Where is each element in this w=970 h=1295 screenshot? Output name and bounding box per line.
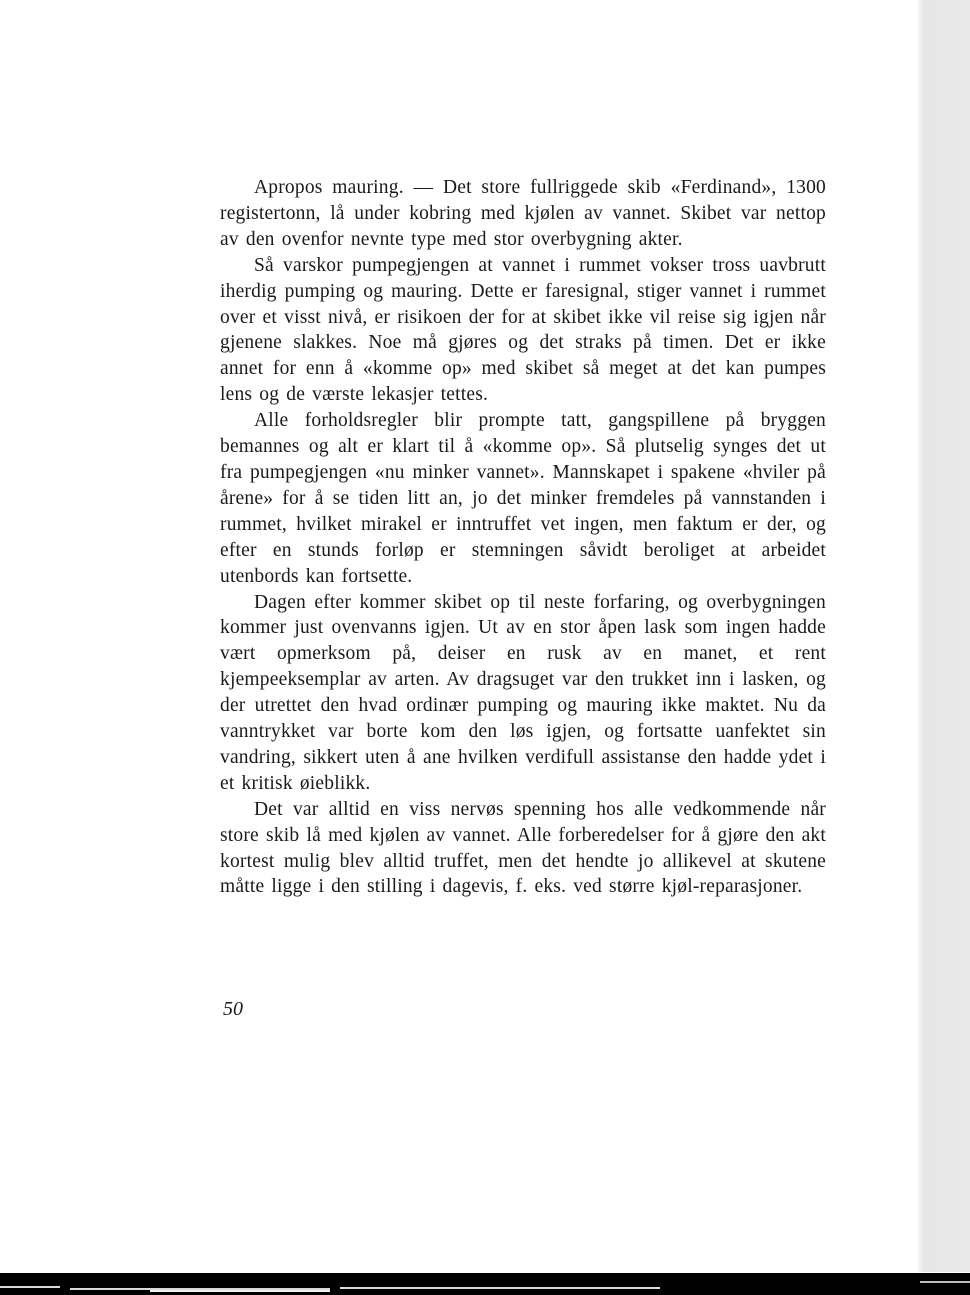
page-binding-shadow	[918, 0, 970, 1272]
paragraph-3: Alle forholdsregler blir prompte tatt, gangspillene på bryggen bemannes og alt er klart til å «komme op». Så plutselig synges det ut fra pumpegjengen «nu minker vannet». Mannskapet i spakene «hviler på årene» for å se tiden litt an, jo det minker fremdeles på vannstanden i rummet, hvilket mirakel er inntruffet vet ingen, men faktum er der, og efter en stunds forløp er stemningen såvidt beroliget at arbeidet utenbords kan fortsette.	[220, 410, 826, 587]
paragraph-5: Det var alltid en viss nervøs spenning hos alle vedkommende når store skib lå med kjølen av vannet. Alle forberedelser for å gjøre den akt kortest mulig blev alltid truffet, men det hendte jo allikevel at skutene måtte ligge i den stilling i dagevis, f. eks. ved større kjøl-reparasjoner.	[220, 798, 826, 898]
scan-streak	[340, 1287, 660, 1289]
paragraph-2: Så varskor pumpegjengen at vannet i rummet vokser tross uavbrutt iherdig pumping og mauring. Dette er faresignal, stiger vannet i rummet over et visst nivå, er risikoen der for at skibet ikke vil reise sig igjen når gjenene slakkes. Noe må gjøres og det straks på timen. Det er ikke annet for enn å «komme op» med skibet så meget at det kan pumpes lens og de værste lekasjer tettes.	[220, 254, 826, 406]
scan-streak	[920, 1281, 970, 1283]
scan-bottom-edge	[0, 1273, 970, 1295]
paragraph-4: Dagen efter kommer skibet op til neste forfaring, og overbygningen kommer just ovenvanns igjen. Ut av en stor åpen lask som ingen hadde vært opmerksom på, deiser en rusk av en manet, et rent kjempeeksemplar av arten. Av dragsuget var den trukket inn i lasken, og der utrettet den hvad ordinær pumping og mauring ikke maktet. Nu da vanntrykket var borte kom den løs igjen, og fortsatte uanfektet sin vandring, sikkert uten å ane hvilken verdifull assistanse den hadde ydet i et kritisk øieblikk.	[220, 591, 826, 794]
scan-streak	[150, 1290, 330, 1292]
paragraph-1: Apropos mauring. — Det store fullriggede skib «Ferdinand», 1300 registertonn, lå under kobring med kjølen av vannet. Skibet var nettop av den ovenfor nevnte type med stor overbygning akter.	[220, 177, 826, 250]
body-text	[220, 175, 826, 900]
scan-streak	[0, 1286, 60, 1288]
page-number: 50	[223, 998, 243, 1020]
